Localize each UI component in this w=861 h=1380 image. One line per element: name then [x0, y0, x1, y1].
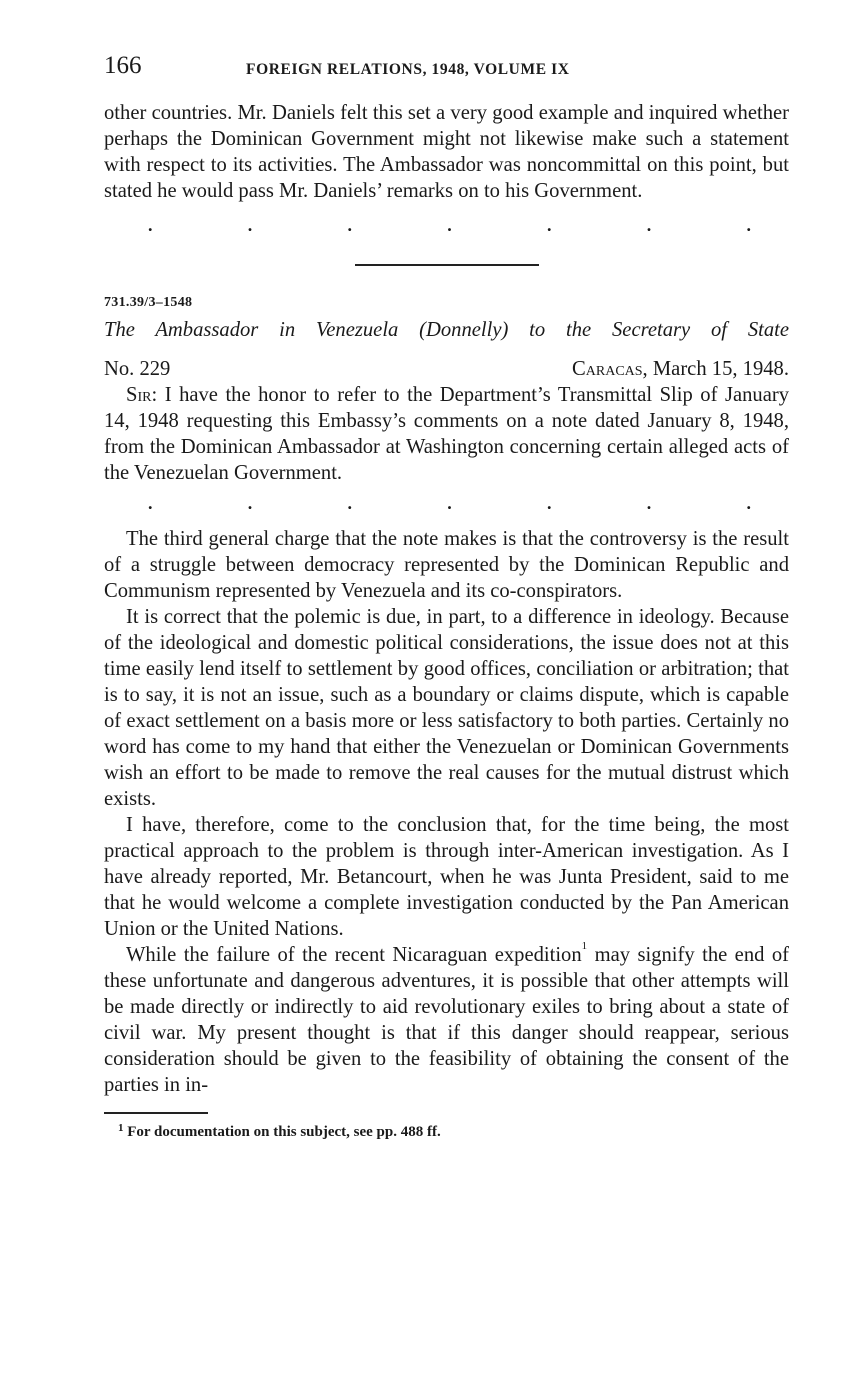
omission-dot: .	[148, 493, 153, 513]
footnote-marker: 1	[118, 1122, 124, 1134]
omission-dot: .	[447, 493, 452, 513]
omission-dot: .	[347, 215, 352, 235]
omission-dot: .	[547, 493, 552, 513]
document-page	[104, 52, 789, 1141]
document-meta	[104, 356, 789, 382]
paragraph-1	[104, 382, 789, 486]
paragraph-3: It is correct that the polemic is due, in part, to a difference in ideology. Because of the ideological and domestic political considerations, the issue does not at this time easily lend itself to settlement by good offices, conciliation or arbitration; that is to say, it is not an issue, such as a boundary or claims dispute, which is capable of exact settlement on a basis more or less satisfactory to both parties. Certainly no word has come to my hand that either the Venezuelan or Dominican Governments wish an effort to be made to remove the real causes for the mutual distrust which exists.	[104, 606, 789, 810]
paragraph-4: I have, therefore, come to the conclusion that, for the time being, the most practical approach to the problem is through inter-American investigation. As I have already reported, Mr. Betancourt, when he was Junta President, said to me that he would welcome a complete investigation conducted by the Pan American Union or the United Nations.	[104, 814, 789, 940]
footnote-text: For documentation on this subject, see pp. 488 ff.	[123, 1124, 441, 1140]
omission-marks	[104, 215, 789, 235]
section-divider	[355, 264, 539, 266]
place: Caracas,	[572, 358, 648, 380]
paragraph-5	[104, 942, 789, 1098]
footnote-divider	[104, 1112, 208, 1114]
page-number: 166	[104, 52, 142, 79]
salutation: Sir:	[126, 384, 158, 406]
omission-dot: .	[347, 493, 352, 513]
omission-dot: .	[247, 493, 253, 513]
document-number: No. 229	[104, 358, 171, 380]
paragraph-5-text: may signify the end of these unfortunate and dangerous adventures, it is possible that other attempts will be made directly or indirectly to aid revolutionary exiles to bring about a state of civil war. My present thought is that if this danger should reappear, serious consideration should be given to the feasibility of obtaining the consent of the parties in in-	[104, 944, 790, 1096]
paragraph-5-start: While the failure of the recent Nicaraguan expedition	[126, 944, 582, 966]
omission-dot: .	[746, 493, 751, 513]
omission-marks	[104, 493, 789, 513]
omission-dot: .	[148, 215, 153, 235]
date: March 15, 1948.	[652, 358, 789, 380]
page-header	[104, 52, 789, 84]
omission-dot: .	[746, 215, 751, 235]
document-title: The Ambassador in Venezuela (Donnelly) to the Secretary of State	[104, 319, 789, 341]
file-number: 731.39/3–1548	[104, 295, 193, 310]
footnote	[104, 1124, 789, 1141]
omission-dot: .	[646, 493, 652, 513]
paragraph-2: The third general charge that the note makes is that the controversy is the result of a struggle between democracy represented by the Dominican Republic and Communism represented by Venezuela and its co-conspirators.	[104, 528, 789, 602]
omission-dot: .	[447, 215, 452, 235]
footnote-reference: 1	[581, 940, 588, 952]
running-title: FOREIGN RELATIONS, 1948, VOLUME IX	[246, 61, 570, 78]
omission-dot: .	[247, 215, 253, 235]
continuation-paragraph: other countries. Mr. Daniels felt this set a very good example and inquired whether perhaps the Dominican Government might not likewise make such a statement with respect to its activities. The Ambassador was noncommittal on this point, but stated he would pass Mr. Daniels’ remarks on to his Government.	[104, 102, 789, 202]
omission-dot: .	[646, 215, 652, 235]
place-date	[572, 356, 789, 382]
omission-dot: .	[547, 215, 552, 235]
paragraph-1-text: I have the honor to refer to the Department’s Transmittal Slip of January 14, 1948 requesting this Embassy’s comments on a note dated January 8, 1948, from the Dominican Ambassador at Washington concerning certain alleged acts of the Venezuelan Government.	[104, 384, 789, 484]
